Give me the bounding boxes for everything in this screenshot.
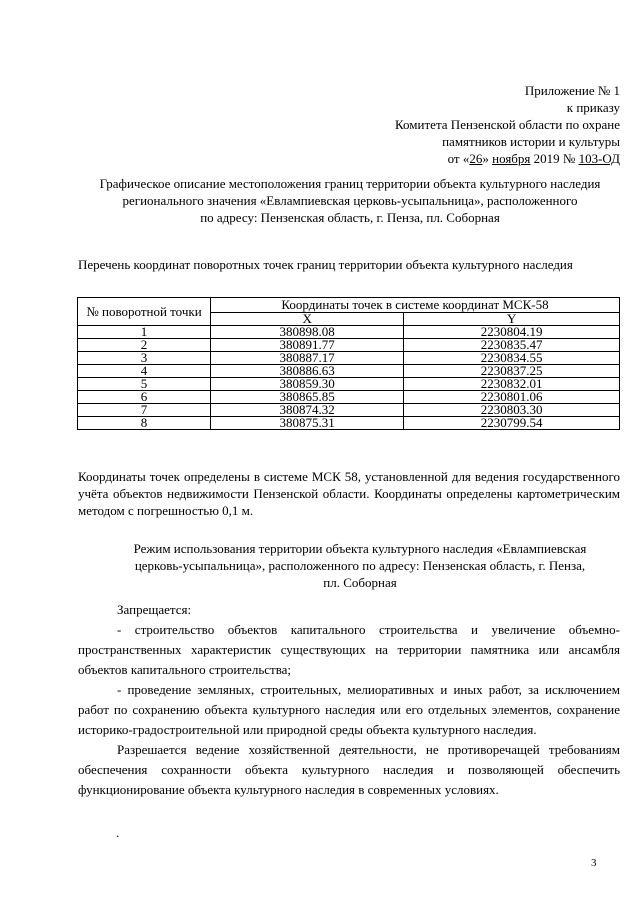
y-coordinate-cell: 2230803.30 bbox=[404, 404, 620, 417]
point-number-cell: 6 bbox=[78, 391, 211, 404]
point-number-cell: 3 bbox=[78, 352, 211, 365]
y-coordinate-cell: 2230804.19 bbox=[404, 326, 620, 339]
regime-heading: Режим использования территории объекта культурного наследия «Евлампиевская церковь-усыпальница», расположенного по адресу: Пензенская область, г. Пенза, пл. Соборная bbox=[133, 541, 587, 590]
order-ref: к приказу bbox=[566, 100, 620, 115]
order-month: ноября bbox=[492, 151, 531, 166]
point-number-cell: 8 bbox=[78, 417, 211, 430]
page-number: 3 bbox=[591, 857, 597, 869]
point-number-cell: 5 bbox=[78, 378, 211, 391]
point-number-cell: 1 bbox=[78, 326, 211, 339]
col-y-header: Y bbox=[404, 313, 620, 326]
order-day: 26 bbox=[469, 151, 483, 166]
document-header bbox=[395, 82, 620, 167]
coordinates-table bbox=[77, 297, 620, 430]
point-number-cell: 4 bbox=[78, 365, 211, 378]
order-date-line: от «26» ноября 2019 № 103-ОД bbox=[447, 151, 620, 166]
appendix-label: Приложение № 1 bbox=[524, 83, 620, 98]
y-coordinate-cell: 2230834.55 bbox=[404, 352, 620, 365]
y-coordinate-cell: 2230799.54 bbox=[404, 417, 620, 430]
x-coordinate-cell: 380891.77 bbox=[211, 339, 404, 352]
coordinates-table-body bbox=[78, 326, 620, 430]
y-coordinate-cell: 2230835.47 bbox=[404, 339, 620, 352]
x-coordinate-cell: 380859.30 bbox=[211, 378, 404, 391]
coordinates-note: Координаты точек определены в системе МСК 58, установленной для ведения государственного учёта объектов недвижимости Пензенской области. Координаты определены картометрическим методом с погрешностью 0,1 м. bbox=[78, 469, 620, 518]
order-number: 103-ОД bbox=[578, 151, 620, 166]
x-coordinate-cell: 380886.63 bbox=[211, 365, 404, 378]
regime-body bbox=[78, 600, 620, 800]
committee-name: Комитета Пензенской области по охране bbox=[395, 117, 620, 132]
col-point-number-header: № поворотной точки bbox=[78, 298, 211, 326]
x-coordinate-cell: 380875.31 bbox=[211, 417, 404, 430]
committee-name-cont: памятников истории и культуры bbox=[442, 134, 620, 149]
table-row bbox=[78, 417, 620, 430]
trailing-dot: . bbox=[116, 825, 120, 840]
x-coordinate-cell: 380887.17 bbox=[211, 352, 404, 365]
point-number-cell: 2 bbox=[78, 339, 211, 352]
y-coordinate-cell: 2230837.25 bbox=[404, 365, 620, 378]
y-coordinate-cell: 2230801.06 bbox=[404, 391, 620, 404]
x-coordinate-cell: 380898.08 bbox=[211, 326, 404, 339]
x-coordinate-cell: 380874.32 bbox=[211, 404, 404, 417]
prohibition-item-1: - строительство объектов капитального строительства и увеличение объемно-пространственных характеристик существующих на территории памятника или ансамбля объектов капитального строительства; bbox=[78, 622, 620, 677]
col-coordinate-system-header: Координаты точек в системе координат МСК-58 bbox=[211, 298, 620, 313]
prohibition-item-2: - проведение земляных, строительных, мелиоративных и иных работ, за исключением работ по сохранению объекта культурного наследия или его отдельных элементов, сохранение историко-градостроительной или природной среды объекта культурного наследия. bbox=[78, 682, 620, 737]
y-coordinate-cell: 2230832.01 bbox=[404, 378, 620, 391]
document-title: Графическое описание местоположения границ территории объекта культурного наследия регионального значения «Евлампиевская церковь-усыпальница», расположенного по адресу: Пензенская область, г. Пенза, пл. Соборная bbox=[99, 176, 601, 225]
x-coordinate-cell: 380865.85 bbox=[211, 391, 404, 404]
allowed-activity: Разрешается ведение хозяйственной деятельности, не противоречащей требованиям обеспечения сохранности объекта культурного наследия и позволяющей обеспечить функционирование объекта культурного наследия в современных условиях. bbox=[78, 742, 620, 797]
prohibited-label: Запрещается: bbox=[117, 602, 192, 617]
coordinates-list-heading: Перечень координат поворотных точек границ территории объекта культурного наследия bbox=[78, 257, 573, 272]
col-x-header: X bbox=[211, 313, 404, 326]
point-number-cell: 7 bbox=[78, 404, 211, 417]
